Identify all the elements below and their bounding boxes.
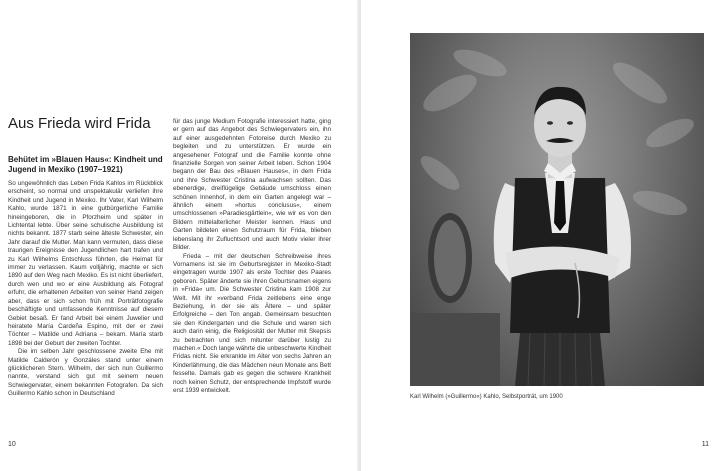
text-column-1 bbox=[8, 155, 163, 399]
paragraph: für das junge Medium Fotografie interessiert hatte, ging er gern auf das Angebot des Schwiegervaters ein, ihn auf einer ausgedehnten Fotoreise durch Mexiko zu begleiten und zu unterstützen. Er wurde ein angesehener Fotograf und die Familie konnte ohne finanzielle Sorgen von seiner Arbeit leben. Schon 1904 begann der Bau des »Blauen Hauses«, in dem Frida und ihre Schwester Cristina aufwachsen sollten. Das ebenerdige, dreiflügelige Gebäude umschloss einen schönen Innenhof, in dem ein Garten angelegt war – ähnlich einem »hortus conclusus«, einem umschlossenen »Paradiesgärtlein«, wie wir es von den Bildern mittelalterlicher Meister kennen. Haus und Garten bildeten einen Schutzraum für Frida, blieben lebenslang ihr Zufluchtsort und auch Motiv vieler ihrer Bilder. bbox=[173, 118, 331, 252]
page-number-left: 10 bbox=[8, 441, 16, 448]
section-subheading: Behütet im »Blauen Haus«: Kindheit und Jugend in Mexiko (1907–1921) bbox=[8, 155, 163, 174]
right-page bbox=[361, 0, 720, 471]
portrait-illustration bbox=[410, 33, 704, 386]
paragraph: Frieda – mit der deutschen Schreibweise ihres Vornamens ist sie im Geburtsregister in Mexiko-Stadt eingetragen wurde 1907 als erste Tochter des Paares geboren. Später änderte sie ihren Geburtsnamen eigens in »Frida« um. Die Schwester Cristina kam 1908 zur Welt. Mit ihr »verband Frida zeitlebens eine enge Beziehung, in der sie als Ältere – und später Erfolgreiche – den Ton angab. Gemeinsam besuchten sie den Kindergarten und die Schule und waren sich auch darin einig, die Religiosität der Mutter mit Skepsis zu betrachten und sich mitunter darüber lustig zu machen.« Doch lange währte die unbeschwerte Kindheit Fridas nicht. Sie erkrankte im Alter von sechs Jahren an Kinderlähmung, die das Mädchen neun Monate ans Bett fesselte. Damals gab es gegen die schwere Krankheit noch keinen Schutz, der entsprechende Impfstoff wurde erst 1939 entwickelt. bbox=[173, 252, 331, 394]
paragraph: So ungewöhnlich das Leben Frida Kahlos im Rückblick erscheint, so normal und unspektakulär verliefen ihre Kindheit und Jugend in Mexiko. Ihr Vater, Karl Wilhelm Kahlo, wurde 1871 in eine gutbürgerliche Familie hineingeboren, die in Pforzheim und später in Lichtental lebte. Über seine schulische Ausbildung ist nichts bekannt. 1877 starb seine älteste Schwester, ein Jahr darauf die Mutter. Man kann vermuten, dass diese traurigen Ereignisse den Jugendlichen hart trafen und zu Karl Wilhelms Entschluss führten, die Heimat für immer zu verlassen. Kaum volljährig, machte er sich 1890 auf den Weg nach Mexiko. Es ist nicht überliefert, durch wen und wo er eine Ausbildung als Fotograf erfuhr, die erhaltenen Arbeiten von seiner Hand zeigen aber, dass er sich schon früh mit Porträtfotografie beschäftigte und umfassende Kenntnisse auf diesem Gebiet besaß. Er fand Arbeit bei einem Juwelier und heiratete María Cardeña Espino, mit der er zwei Töchter – Matilde und Adriana – bekam. María starb 1898 bei der Geburt der zweiten Tochter. bbox=[8, 180, 163, 347]
portrait-photo bbox=[410, 33, 704, 386]
text-column-2 bbox=[173, 118, 331, 395]
chapter-title: Aus Frieda wird Frida bbox=[8, 115, 151, 132]
left-page bbox=[0, 0, 359, 471]
photo-caption: Karl Wilhelm (»Guillermo«) Kahlo, Selbstporträt, um 1900 bbox=[410, 394, 563, 400]
paragraph: Die im selben Jahr geschlossene zweite Ehe mit Matilde Calderón y Gonzáles stand unter einem glücklicheren Stern. Wilhelm, der sich nun Guillermo nannte, verstand sich gut mit seinem neuen Schwiegervater, einem bekannten Fotografen. Da sich Guillermo Kahlo schon in Deutschland bbox=[8, 348, 163, 398]
page-number-right: 11 bbox=[701, 441, 709, 448]
